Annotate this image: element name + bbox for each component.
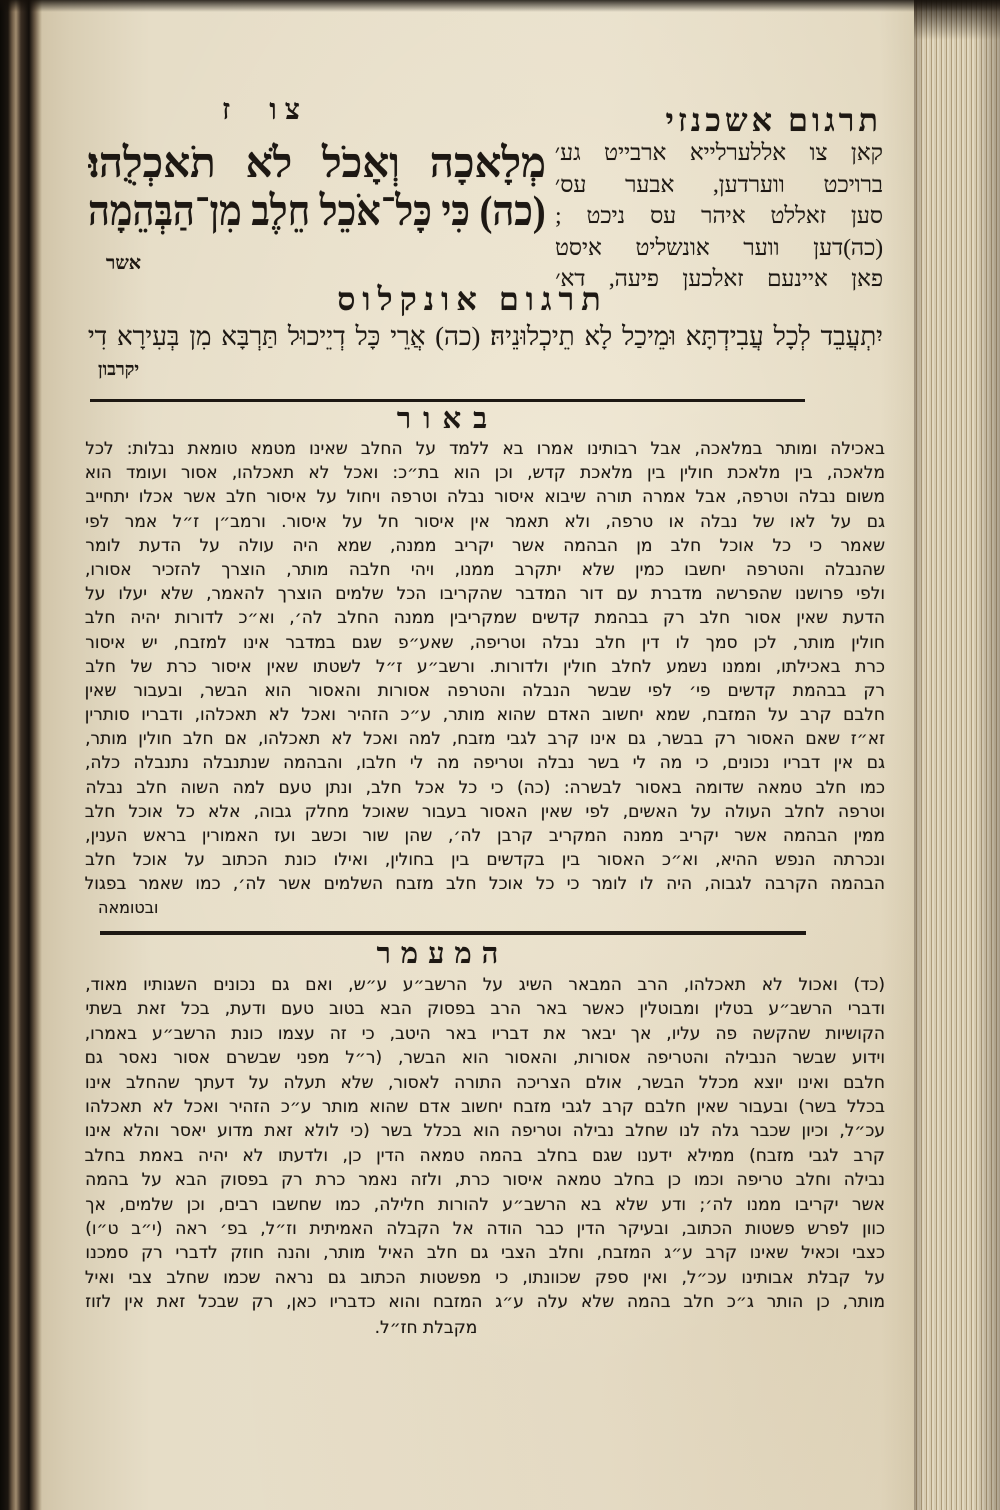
biur-line-text: הבהמה הקרבה לגבוה, היה לו לומר כי כל אוכל חלב מזבח השלמים אשר לה׳, כמו שאמר בפגול <box>85 874 885 895</box>
biur-line <box>85 461 885 485</box>
biur-line-text: וטרפה לחלב העולה על האשים, לפי שאין האסור בעבור שאוכל מחלק גבוה, אלא כל אוכל חלב <box>85 801 885 822</box>
book-spine-shadow <box>0 0 42 1510</box>
biur-line <box>85 485 885 509</box>
meamer-line <box>85 1193 885 1217</box>
biur-line-text: באכילה ומותר במלאכה, אבל רבותינו אמרו בא ללמד על החלב שאינו מטמא טומאת נבלות: לכל <box>85 439 885 459</box>
verse-line <box>88 140 546 188</box>
meamer-line <box>85 1046 885 1070</box>
meamer-line-text: כצבי וכאיל שאינו קרב ע״ג המזבח, וחלב הצבי גם חלב האיל מותר, והנה חוזק לדברי רק סמכנו <box>85 1243 885 1264</box>
targum-ashkenazi-line <box>555 169 883 201</box>
biur-line <box>85 606 885 630</box>
meamer-line <box>85 1290 885 1314</box>
biur-heading: באור <box>396 403 500 435</box>
biur-line <box>85 631 885 655</box>
targum-ashkenazi-line-text: (כה)דען ווער אונשליט איסט <box>555 234 883 260</box>
biur-line <box>85 679 885 703</box>
meamer-line <box>85 1144 885 1168</box>
meamer-line <box>85 1071 885 1095</box>
biur-line <box>85 655 885 679</box>
meamer-line-text: (כד) ואכול לא תאכלהו, הרב המבאר השיג על הרשב״ע ע״ש, ואם גם נכונים השגותיו מאוד, <box>85 975 885 995</box>
meamer-line <box>85 1241 885 1265</box>
biur-line-text: גם על לאו של נבלה או טרפה, ולא תאמר אין איסור חל על איסור. ורמב״ן ז״ל אמר לפי <box>85 511 885 532</box>
biur-line-text: שהנבלה והטרפה יחשבו כמין שלא יתקרב ממנו, ויהי חלבה מותר, הוצרך להזכיר אסורו, <box>85 559 885 580</box>
meamer-line <box>85 1022 885 1046</box>
biur-line <box>85 510 885 534</box>
biur-line <box>85 776 885 800</box>
biur-line-text: גם אין דבריו נכונים, כי מה לי בשר נבלה וטריפה מה לי חלבו, והבהמה שנתנבלה נתנבלה כלה, <box>85 753 885 774</box>
section-divider-rule <box>90 399 805 402</box>
meamer-line-text: וידוע שבשר הנבילה והטריפה אסורות, והאסור הוא הבשר, (ר״ל מפני שבשרם אסור נאסר גם <box>85 1048 885 1069</box>
meamer-line <box>85 973 885 997</box>
verse-catchword: אשר <box>106 253 141 274</box>
meamer-line-text: קרב לגבי מזבח) ממילא ידענו שגם בחלב בהמה טמאה הדין כן, ולדעתו לא יהיה באמת בחלב <box>85 1145 885 1166</box>
biur-line <box>85 751 885 775</box>
meamer-line-text: נבילה וחלב טריפה וכמו כן בחלב טמאה איסור כרת, ולזה נאמר כרת רק בפסוק הבא על בהמה <box>85 1170 885 1191</box>
meamer-line <box>85 1266 885 1290</box>
biur-line <box>85 727 885 751</box>
biur-line <box>85 582 885 606</box>
onkelos-block <box>88 318 883 356</box>
targum-ashkenazi-line-text: ברויכט ווערדען, אבער עס׳ <box>555 171 883 197</box>
meamer-line <box>85 1119 885 1143</box>
targum-ashkenazi-line-text: פאן איינעם זאלכען פיעה, דא׳ <box>555 266 883 291</box>
meamer-line-text: ודברי הרשב״ע בטלין ומבוטלין כאשר באר הרב בפסוק הבא בטוב טעם ודעת, בכל זאת בשתי <box>85 999 885 1020</box>
meamer-heading: המעמר <box>376 938 509 970</box>
biur-line-text: שאמר כי כל אוכל חלב מן הבהמה אשר יקריב ממנה, שמא היה עולה על הדעת לומר <box>85 535 885 556</box>
biur-line <box>85 872 885 896</box>
parsha-running-head: צו ז <box>222 94 308 126</box>
biur-line-text: זא״ז שאם האסור רק בבשר, גם אינו קרב לגבי מזבח, למה ואכל לא תאכלהו, אם חלב חולין מותר, <box>85 729 885 750</box>
top-edge-shadow <box>0 0 1000 12</box>
biur-line <box>85 558 885 582</box>
meamer-line-text: בכלל בשר) ובעבור שאין חלבם קרב לגבי מזבח יחשוב אדם שהוא מותר ע״כ הזהיר ואכל לא תאכלהו <box>85 1096 885 1117</box>
verse-line <box>88 188 546 236</box>
meamer-line-text: אשר יקריבו ממנו לה׳; ודע שלא בא הרשב״ע להורות חלילה, כמו שחשבו רבים, וכן שלמים, אך <box>85 1194 885 1215</box>
biur-line-text: רק בבהמת קדשים פי׳ לפי שבשר הנבלה והטרפה אסורות והאסור הוא הבשר, ובעבור שאין <box>85 680 885 701</box>
onkelos-catchword: יקרבון <box>98 359 140 379</box>
onkelos-line <box>88 318 883 356</box>
onkelos-line-text: יִתְעֲבֵד לְכָל עֲבִידְתָּא וּמֵיכַל לָא תֵיכְלוּנֵיהּ׃ (כה) אֲרֵי כָּל דְיֵיכוּל תַּרְבָּא מִן בְּעִירָא דִי <box>88 322 883 351</box>
targum-ashkenazi-line <box>555 137 883 169</box>
meamer-line-text: עכ״ל, וכיון שכבר גלה לנו שחלב נבילה וטריפה הוא בכלל בשר (כי לולא זאת מדוע יאסר והלא אינו <box>85 1121 885 1142</box>
biur-line-text: ונכרתה הנפש ההיא, וא״כ האסור בין בקדשים בין בחולין, ואילו כונת הכתוב על אוכל חלב <box>85 850 885 871</box>
meamer-line-text: מותר, כן הותר ג״כ חלב בהמה שלא עלה ע״ג המזבח והוא כדבריו כאן, רק שבכל זאת אין לזוז <box>85 1292 885 1313</box>
biur-commentary <box>85 437 885 897</box>
meamer-line <box>85 1168 885 1192</box>
biur-line <box>85 848 885 872</box>
targum-ashkenazi-heading: תרגום אשכנזי <box>665 102 882 138</box>
biur-line-text: ולפי פרושנו שהפרשה מדברת עם דור המדבר שהקריבו הכל שלמים הוצרך להאמר, שלא יעלו על <box>85 584 885 605</box>
verse-block <box>88 140 546 236</box>
biur-line <box>85 534 885 558</box>
biur-line-text: הדעת שאין אסור חלב רק בבהמת קדשים שמקריבין ממנה החלב לה׳, וא״כ לדורות יהיה חלב <box>85 608 885 629</box>
biur-line-text: משום נבלה וטרפה, אבל אמרה תורה שיבוא איסור נבלה וטרפה ויחול על איסור חלב אשר אכלו יתחייב <box>85 487 885 508</box>
meamer-final-line: מקבלת חז״ל. <box>374 1318 478 1338</box>
section-divider-rule <box>100 931 806 935</box>
biur-line-text: כמו חלב טמאה שדומה באסור לבשרה: (כה) כי כל אכל חלב, ונתן טעם למה השוה חלב נבלה <box>85 777 885 798</box>
targum-ashkenazi-line <box>555 200 883 232</box>
meamer-line-text: חלבם ואינו יוצא מכלל הבשר, אולם הצריכה התורה לאסור, שלא תעלה על דעתך שהחלב אינו <box>85 1072 885 1093</box>
biur-line <box>85 703 885 727</box>
meamer-line <box>85 1095 885 1119</box>
biur-catchword: ובטומאה <box>98 898 159 917</box>
verse-line-text: (כה) כִּי כָּל־אֹכֵל חֵלֶב מִן־הַבְּהֵמָה <box>88 189 546 235</box>
meamer-line <box>85 1217 885 1241</box>
onkelos-heading: תרגום אונקלוס <box>337 281 608 317</box>
verse-line-text: מְלָאכָה וְאָכֹל לֹא תֹאכְלֻהוּ׃ <box>88 141 546 187</box>
biur-line-text: ממין הבהמה אשר יקריב ממנה המקריב קרבן לה׳, שהן שור וכשב ועז האמורין בראש הענין, <box>85 826 885 846</box>
biur-line <box>85 824 885 848</box>
meamer-line-text: על קבלת אבותינו עכ״ל, ואין ספק שכוונתו, כי מפשטות הכתוב גם נראה שכמו שחלב צבי ואיל <box>85 1267 885 1288</box>
meamer-commentary <box>85 973 885 1314</box>
meamer-line-text: כוון לפרש פשטות הכתוב, ובעיקר הדין כבר הודה אל הקבלה האמיתית וז״ל, בפ׳ ראה (י״ב ט״ו) <box>85 1218 885 1239</box>
biur-line-text: כרת באכילתו, וממנו נשמע לחלב חולין ולדורות. ורשב״ע ז״ל לשטתו שאין איסור כרת של חלב <box>85 656 885 677</box>
meamer-line-text: הקושיות שהקשה פה עליו, אך יבאר את דבריו באר היטב, כי זה עצמו כונת הרשב״ע באמרו, <box>85 1023 885 1044</box>
biur-line-text: חולין מותר, לכן סמך לו דין חלב נבלה וטריפה, שאע״פ שגם במדבר אינו למזבח, יש איסור <box>85 632 885 653</box>
targum-ashkenazi-line <box>555 232 883 264</box>
biur-line <box>85 437 885 461</box>
targum-ashkenazi-line-text: קאן צו אללערלייא ארבייט גע׳ <box>555 140 883 165</box>
meamer-line <box>85 997 885 1021</box>
page-stack-edge <box>914 0 1000 1510</box>
biur-line-text: מלאכה, בין מלאכת חולין בין מלאכת קדש, וכן הוא בת״כ: ואכל לא תאכלהו, אסור ועומד הוא <box>85 463 885 484</box>
biur-line-text: חלבם קרב על המזבח, שמא יחשוב האדם שהוא מותר, ע״כ הזהיר ואכל לא תאכלהו, ודבריו סותרין <box>85 705 885 726</box>
targum-ashkenazi-line-text: סען זאללט איהר עס ניכט ; <box>555 203 883 228</box>
biur-line <box>85 800 885 824</box>
targum-ashkenazi-column <box>555 137 883 295</box>
